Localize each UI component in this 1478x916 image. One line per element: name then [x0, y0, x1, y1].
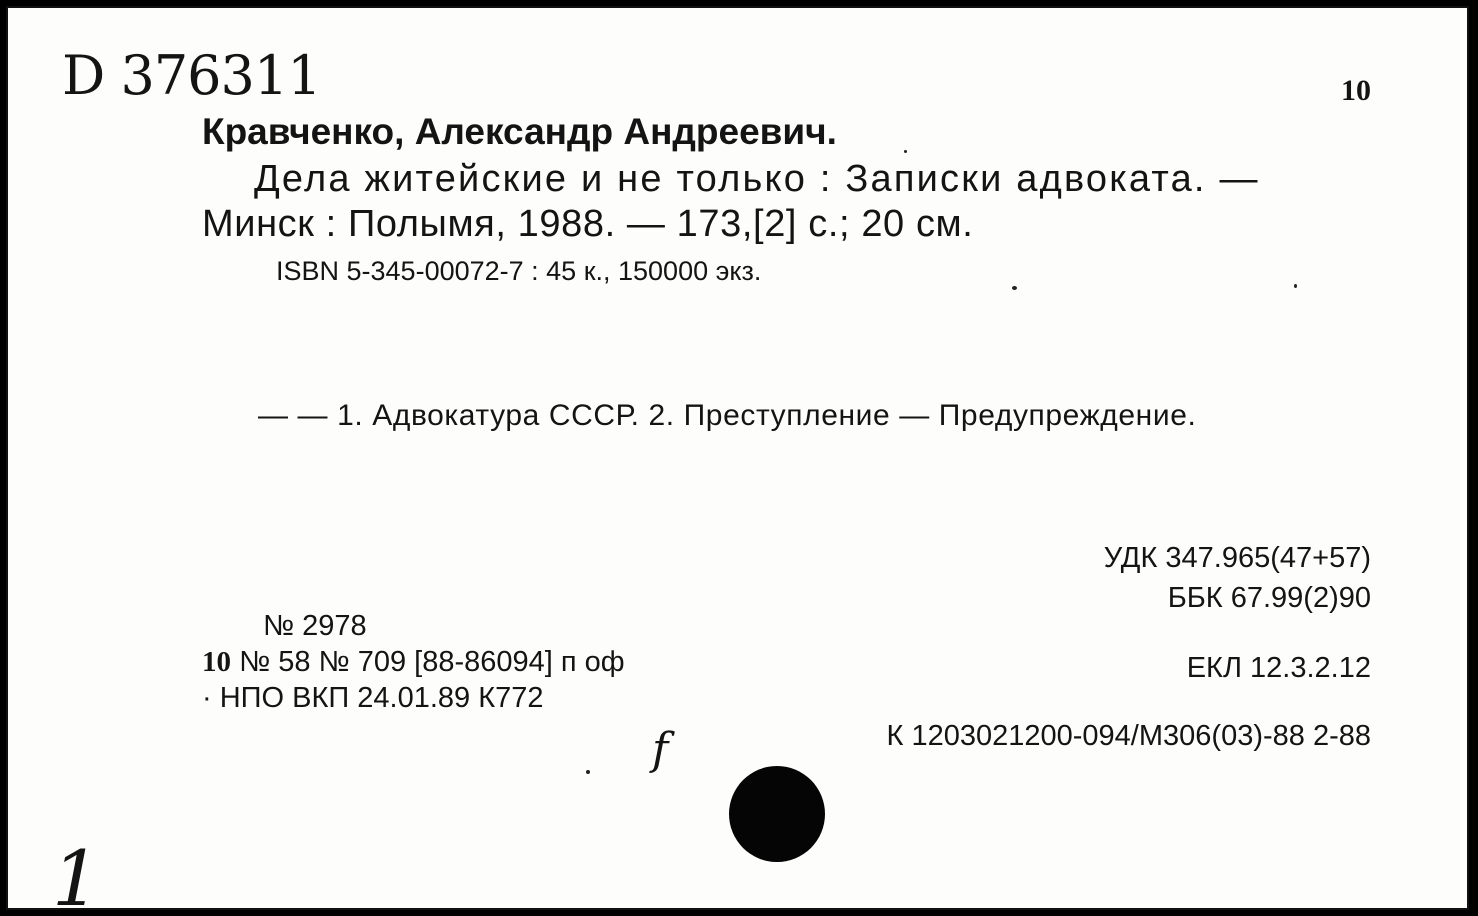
handwritten-mark-two: f	[652, 724, 669, 775]
handwritten-mark-one: 1	[52, 834, 101, 910]
call-number: D 376311	[62, 44, 321, 107]
print-info-line	[202, 646, 625, 679]
ink-speck	[586, 770, 590, 774]
ink-speck	[1012, 286, 1017, 290]
ink-speck	[1294, 284, 1297, 288]
isbn-line: ISBN 5-345-00072-7 : 45 к., 150000 экз.	[276, 256, 762, 286]
ink-speck	[904, 150, 907, 153]
catalog-card	[6, 6, 1469, 910]
punch-hole	[729, 766, 825, 862]
title-line-1: Дела житейские и не только : Записки адвоката. —	[254, 158, 1260, 200]
npo-line: · НПО ВКП 24.01.89 К772	[202, 682, 544, 714]
udk-classification: УДК 347.965(47+57)	[1103, 542, 1371, 574]
subject-headings: — — 1. Адвокатура СССР. 2. Преступление — Предупреждение.	[258, 399, 1197, 432]
bbk-classification: ББК 67.99(2)90	[1167, 582, 1371, 614]
title-line-2: Минск : Полымя, 1988. — 173,[2] с.; 20 см.	[202, 203, 974, 245]
corner-number: 10	[1341, 74, 1371, 107]
order-number: № 2978	[263, 610, 367, 642]
print-info-rest: № 58 № 709 [88-86094] п оф	[239, 646, 625, 678]
author-heading: Кравченко, Александр Андреевич.	[202, 111, 837, 152]
ekl-classification: ЕКЛ 12.3.2.12	[1186, 652, 1371, 684]
print-info-prefix: 10	[202, 646, 231, 678]
k-code-line: К 1203021200-094/М306(03)-88 2-88	[886, 720, 1371, 752]
